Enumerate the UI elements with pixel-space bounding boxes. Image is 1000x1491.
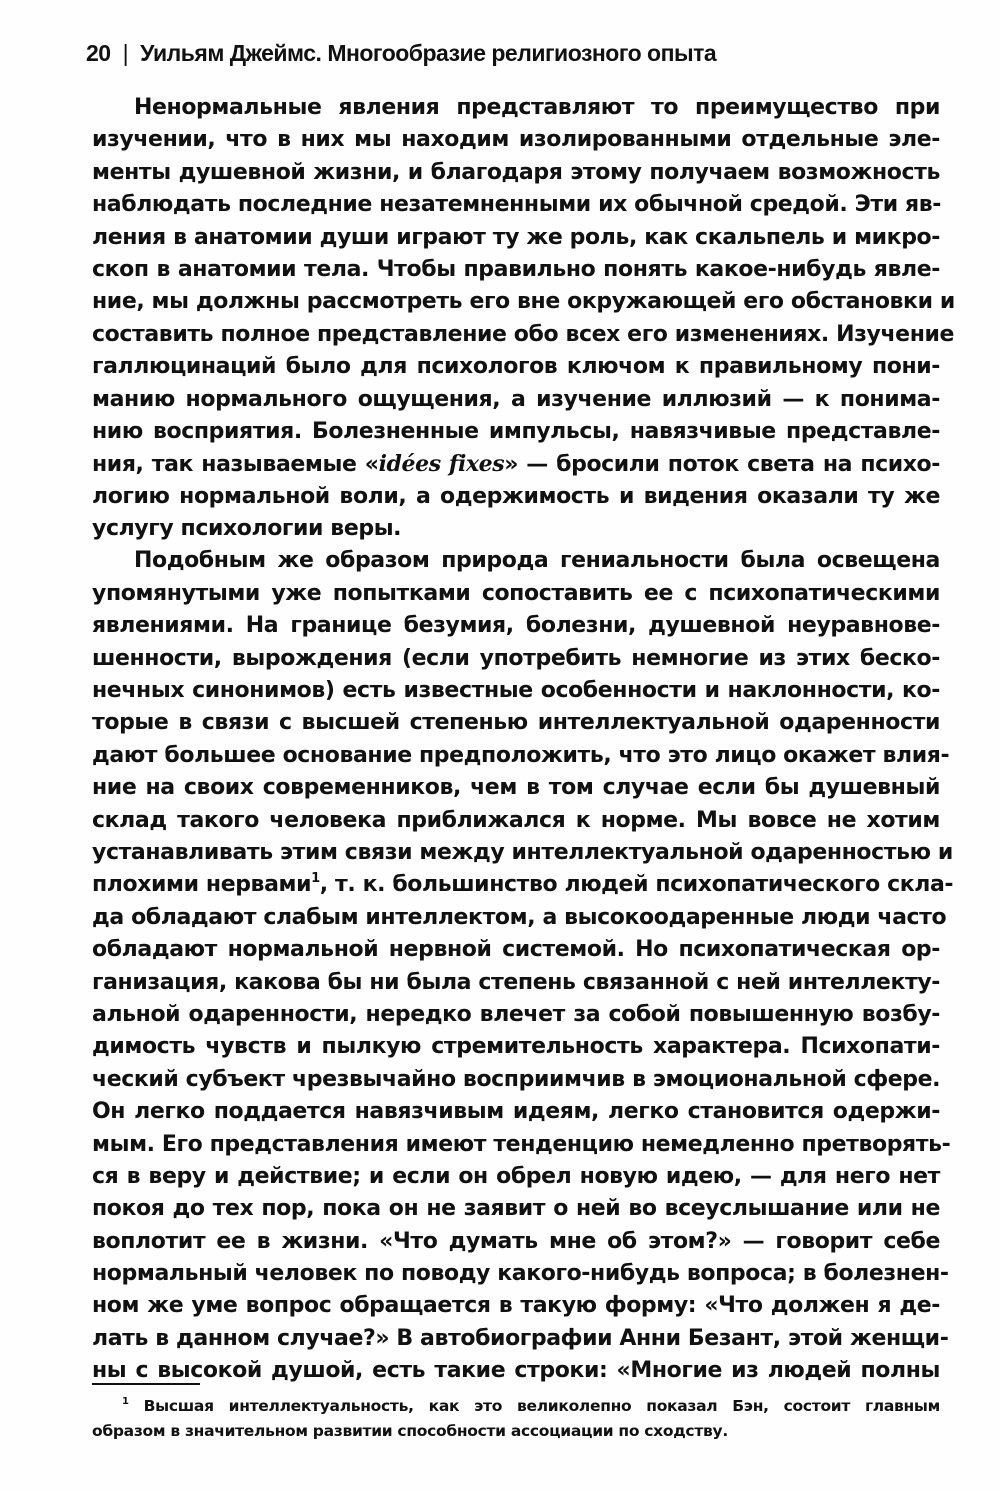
text-line: скоп в анатомии тела. Чтобы правильно понять какое-нибудь явле-: [92, 256, 940, 282]
footnote-divider: [92, 1383, 200, 1385]
text-line: нормальный человек по поводу какого-нибудь вопроса; в болезнен-: [92, 1261, 949, 1287]
header-separator: |: [122, 40, 129, 66]
text-line: ся в веру и действие; и если он обрел новую идею, — для него нет: [92, 1163, 940, 1189]
text-line: лать в данном случае?» В автобиографии Анни Безант, этой женщи-: [92, 1325, 949, 1351]
text-line: дают большее основание предположить, что это лицо окажет влия-: [92, 742, 950, 768]
text-line: шенности, вырождения (если употребить немногие из этих беско-: [92, 645, 940, 671]
text-line: ления в анатомии души играют ту же роль, как скальпель и микро-: [92, 224, 940, 250]
text-line: Подобным же образом природа гениальности была освещена: [134, 548, 940, 574]
italic-phrase: idées fixes: [378, 451, 505, 478]
text-line-with-italic: ния, так называемые «idées fixes» — бросили поток света на психо-: [92, 451, 941, 478]
text-line: ние на своих современников, чем в том случае если бы душевный: [92, 775, 940, 801]
text-line: услугу психологии веры.: [92, 516, 402, 542]
text-line: да обладают слабым интеллектом, а высокоодаренные люди часто: [92, 904, 947, 930]
text-line: явлениями. На границе безумия, болезни, душевной неуравнове-: [92, 613, 940, 639]
text-line: мым. Его представления имеют тенденцию немедленно претворять-: [92, 1131, 951, 1157]
text-line: манию нормального ощущения, а изучение иллюзий — к понима-: [92, 386, 940, 412]
text-line: составить полное представление обо всех его изменениях. Изучение: [92, 321, 955, 347]
text-line: воплотит ее в жизни. «Что думать мне об этом?» — говорит себе: [92, 1228, 940, 1254]
text-line: обладают нормальной нервной системой. Но психопатическая ор-: [92, 937, 940, 963]
text-line: упомянутыми уже попытками сопоставить ее с психопатическими: [92, 580, 940, 606]
text-line: нечных синонимов) есть известные особенности и наклонности, ко-: [92, 678, 940, 704]
footnote-marker: 1: [122, 1396, 129, 1407]
text-line: склад такого человека приближался к норме. Мы вовсе не хотим: [92, 807, 940, 833]
text-line: ны с высокой душой, есть такие строки: «Многие из людей полны: [92, 1358, 940, 1384]
text-line: наблюдать последние незатемненными их обычной средой. Эти яв-: [92, 192, 941, 218]
text-line: Ненормальные явления представляют то преимущество при: [134, 95, 940, 120]
text-line: ние, мы должны рассмотреть его вне окружающей его обстановки и: [92, 289, 955, 315]
text-line: нию восприятия. Болезненные импульсы, навязчивые представле-: [92, 418, 940, 444]
running-header: [86, 36, 946, 70]
page-number: 20: [86, 40, 111, 66]
text-line: логию нормальной воли, а одержимость и видения оказали ту же: [92, 483, 940, 509]
text-line: ческий субъект чрезвычайно восприимчив в эмоциональной сфере.: [92, 1066, 941, 1092]
text-line: торые в связи с высшей степенью интеллектуальной одаренности: [92, 710, 940, 736]
footnote-line: $^1$ Высшая интеллектуальность, как это великолепно показал Бэн, состоит главным: [122, 1396, 940, 1415]
text-line: альной одаренности, нередко влечет за собой повышенную возбу-: [92, 1001, 940, 1027]
text-line: Он легко поддается навязчивым идеям, легко становится одержи-: [92, 1099, 940, 1125]
text-line: димость чувств и пылкую стремительность характера. Психопати-: [92, 1034, 940, 1060]
footnote-line: образом в значительном развитии способности ассоциации по сходству.: [92, 1422, 728, 1440]
text-line: галлюцинаций было для психологов ключом к правильному пони-: [92, 354, 940, 380]
text-line: ганизация, какова бы ни была степень связанной с ней интеллекту-: [92, 969, 940, 995]
text-line: изучении, что в них мы находим изолированными отдельные эле-: [92, 127, 940, 153]
text-line: менты душевной жизни, и благодаря этому получаем возможность: [92, 159, 940, 185]
footnote-reference[interactable]: 1: [311, 871, 320, 887]
main-text: [92, 92, 955, 1388]
text-line: ном же уме вопрос обращается в такую форму: «Что должен я де-: [92, 1293, 940, 1319]
footnote: [92, 1394, 940, 1444]
text-line: покоя до тех пор, пока он не заявит о ней во всеуслышание или не: [92, 1196, 940, 1222]
text-line-with-footnote-ref: плохими нервами$^1$, т. к. большинство людей психопатического скла-: [92, 871, 954, 898]
running-title: Уильям Джеймс. Многообразие религиозного опыта: [140, 40, 717, 66]
text-line: устанавливать этим связи между интеллектуальной одаренностью и: [92, 839, 953, 865]
